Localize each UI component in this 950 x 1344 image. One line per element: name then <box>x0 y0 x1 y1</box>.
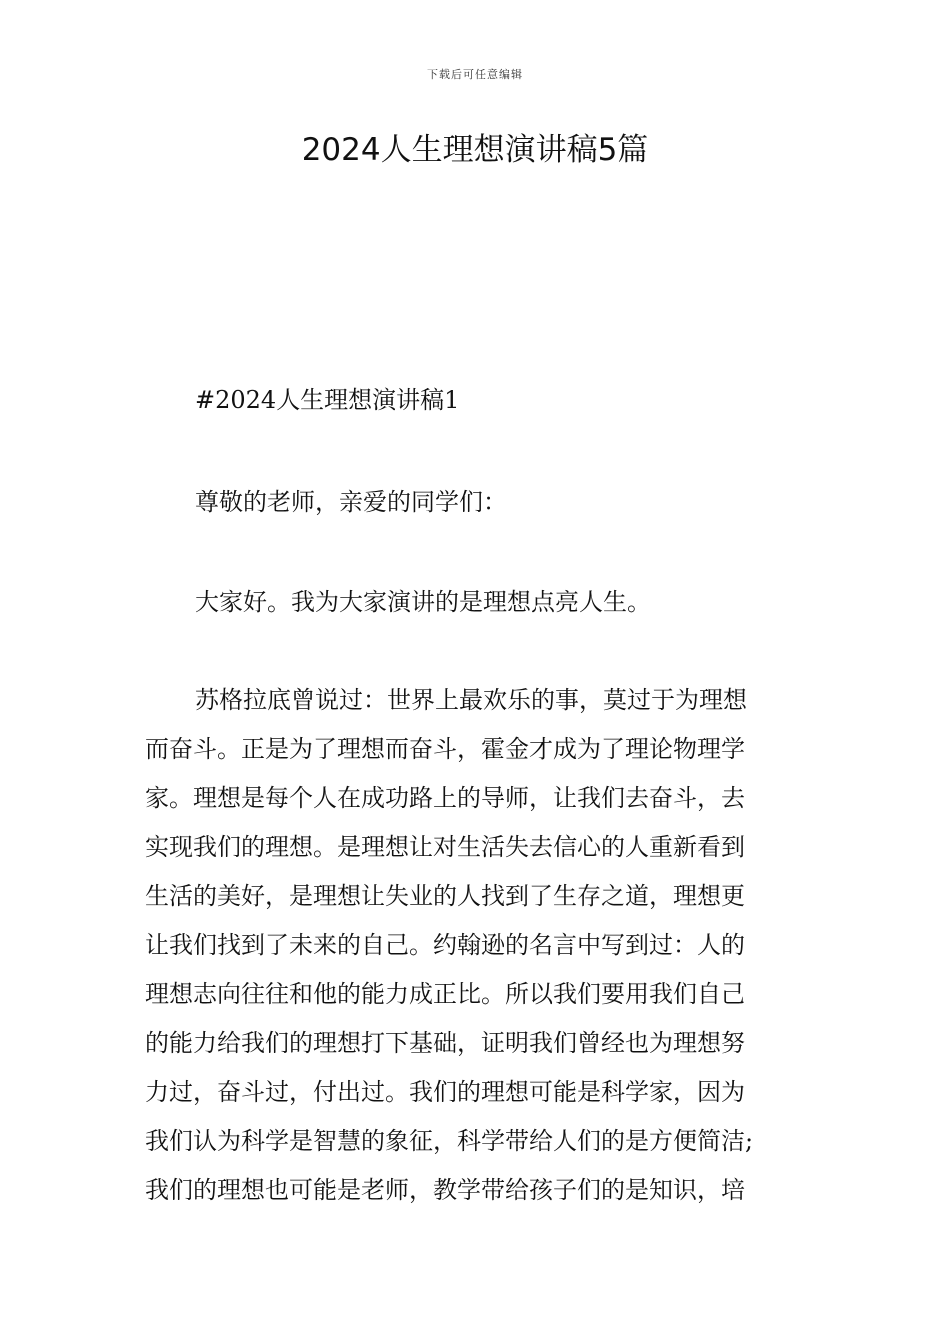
paragraph-line: 理想志向往往和他的能力成正比。所以我们要用我们自己 <box>145 980 745 1008</box>
paragraph-line: 我们的理想也可能是老师，教学带给孩子们的是知识，培 <box>145 1176 745 1204</box>
paragraph-line: 的能力给我们的理想打下基础，证明我们曾经也为理想努 <box>145 1029 745 1057</box>
document-title: 2024人生理想演讲稿5篇 <box>301 132 649 168</box>
main-paragraph <box>145 676 807 1215</box>
paragraph-line: 家。理想是每个人在成功路上的导师，让我们去奋斗，去 <box>145 784 745 812</box>
paragraph-line: 实现我们的理想。是理想让对生活失去信心的人重新看到 <box>145 833 745 861</box>
paragraph-line: 让我们找到了未来的自己。约翰逊的名言中写到过：人的 <box>145 931 745 959</box>
section-heading: #2024人生理想演讲稿1 <box>195 386 460 414</box>
paragraph-line: 苏格拉底曾说过：世界上最欢乐的事，莫过于为理想 <box>195 686 747 714</box>
greeting: 尊敬的老师，亲爱的同学们： <box>195 488 507 516</box>
header-note: 下载后可任意编辑 <box>427 68 523 81</box>
paragraph-line: 生活的美好，是理想让失业的人找到了生存之道，理想更 <box>145 882 745 910</box>
paragraph-line: 而奋斗。正是为了理想而奋斗，霍金才成为了理论物理学 <box>145 735 745 763</box>
paragraph-line: 我们认为科学是智慧的象征，科学带给人们的是方便简洁; <box>145 1127 754 1155</box>
intro-paragraph: 大家好。我为大家演讲的是理想点亮人生。 <box>195 588 651 616</box>
paragraph-line: 力过，奋斗过，付出过。我们的理想可能是科学家，因为 <box>145 1078 745 1106</box>
